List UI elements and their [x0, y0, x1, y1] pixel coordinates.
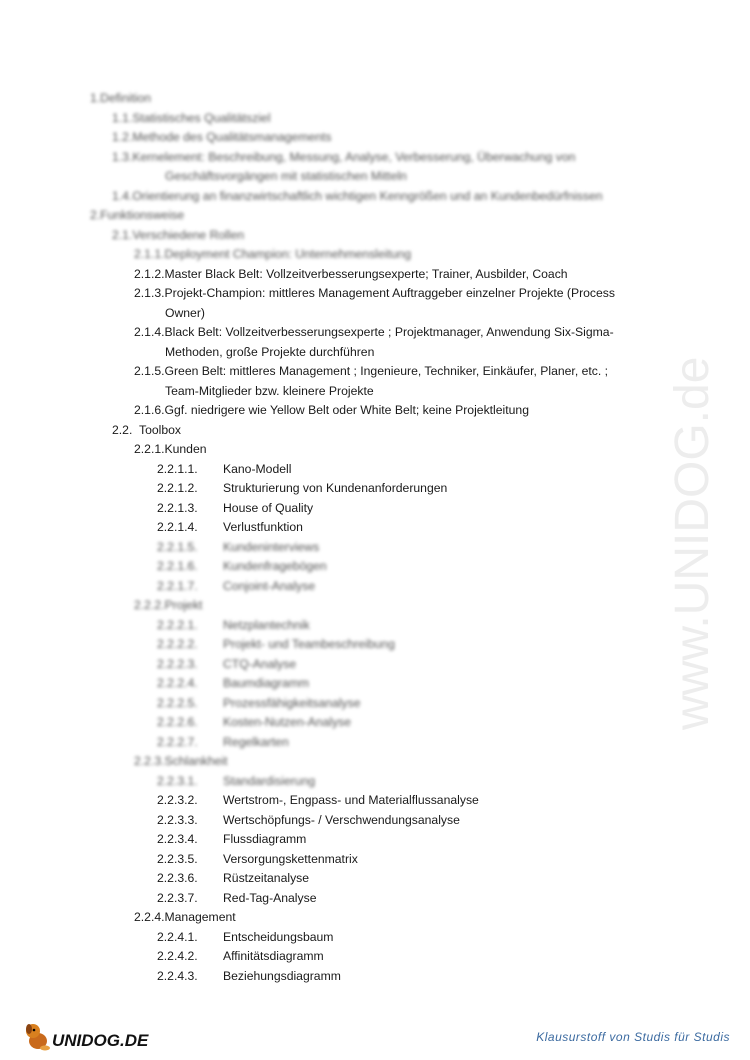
- blurred-outline-item: [157, 773, 315, 789]
- outline-text: Orientierung an finanzwirtschaftlich wichtigen Kenngrößen und an Kundenbedürfnissen: [132, 188, 603, 203]
- outline-text: Definition: [100, 91, 151, 105]
- schlankheit-item: [157, 851, 358, 867]
- section-toolbox: [112, 422, 181, 438]
- outline-text: Kunden: [164, 442, 207, 456]
- watermark-text: www.UNIDOG.de: [666, 356, 719, 730]
- role-item: [165, 305, 205, 321]
- management-item: [157, 948, 324, 964]
- kunden-item: [157, 519, 303, 535]
- outline-number: 2.1.: [112, 227, 133, 242]
- outline-text: Flussdiagramm: [223, 832, 307, 846]
- kunden-item: [157, 480, 447, 496]
- role-item: [165, 383, 374, 399]
- section-kunden: [134, 441, 207, 457]
- outline-text: Wertschöpfungs- / Verschwendungsanalyse: [223, 812, 460, 827]
- outline-text: Kosten-Nutzen-Analyse: [223, 715, 352, 729]
- outline-text: Toolbox: [139, 422, 182, 437]
- role-item: [134, 363, 608, 379]
- outline-number: 2.2.3.7.: [157, 890, 198, 905]
- outline-text: Verschiedene Rollen: [132, 227, 245, 242]
- outline-text: Versorgungskettenmatrix: [223, 851, 358, 866]
- outline-number: 2.2.3.5.: [157, 851, 198, 866]
- outline-text: Standardisierung: [223, 773, 316, 788]
- outline-number: 2.2.2.2.: [157, 637, 198, 651]
- role-item: [134, 402, 529, 418]
- blurred-outline-item: [157, 714, 351, 730]
- outline-text: Projekt- und Teambeschreibung: [223, 637, 395, 651]
- outline-text: Management: [164, 910, 236, 924]
- kunden-item: [157, 461, 291, 477]
- blurred-outline-item: [157, 675, 309, 691]
- blurred-outline-item: [90, 207, 184, 223]
- outline-number: 1.: [90, 91, 101, 105]
- blurred-outline-item: [157, 578, 315, 594]
- outline-text: Strukturierung von Kundenanforderungen: [223, 481, 448, 495]
- outline-text: House of Quality: [223, 500, 314, 515]
- blurred-outline-item: [157, 558, 327, 574]
- outline-text: Rüstzeitanalyse: [223, 871, 310, 885]
- outline-text: Team-Mitglieder bzw. kleinere Projekte: [165, 383, 374, 398]
- blurred-outline-item: [157, 734, 289, 750]
- watermark: [658, 290, 728, 730]
- role-item: [134, 324, 614, 340]
- blurred-outline-item: [134, 246, 411, 262]
- outline-number: 2.2.3.: [134, 754, 165, 768]
- outline-text: Kernelement: Beschreibung, Messung, Analyse, Verbesserung, Überwachung von: [132, 149, 576, 164]
- blurred-outline-item: [90, 90, 151, 106]
- outline-text: Netzplantechnik: [223, 617, 310, 632]
- outline-text: CTQ-Analyse: [223, 656, 297, 671]
- outline-number: 2.2.2.3.: [157, 656, 198, 671]
- role-item: [165, 344, 374, 360]
- blurred-outline-item: [157, 539, 319, 555]
- outline-number: 2.2.2.1.: [157, 617, 198, 632]
- schlankheit-item: [157, 812, 460, 828]
- blurred-outline-item: [157, 695, 361, 711]
- outline-number: 2.2.4.: [134, 910, 165, 924]
- outline-text: Master Black Belt: Vollzeitverbesserungsexperte; Trainer, Ausbilder, Coach: [164, 266, 568, 281]
- outline-number: 1.1.: [112, 110, 133, 125]
- outline-number: 2.2.1.4.: [157, 520, 198, 534]
- blurred-outline-item: [112, 110, 271, 126]
- outline-number: 2.2.1.6.: [157, 559, 198, 573]
- blurred-outline-item: [112, 149, 575, 165]
- outline-text: Schlankheit: [164, 754, 228, 768]
- outline-text: Funktionsweise: [100, 208, 185, 222]
- schlankheit-item: [157, 870, 309, 886]
- outline-number: 2.2.2.5.: [157, 695, 198, 710]
- role-item: [134, 266, 568, 282]
- outline-number: 2.2.1.5.: [157, 539, 198, 554]
- logo-text: UNIDOG.DE: [52, 1031, 149, 1050]
- outline-number: 2.2.2.: [134, 598, 165, 612]
- outline-text: Red-Tag-Analyse: [223, 890, 317, 905]
- outline-number: 2.2.2.4.: [157, 676, 198, 690]
- management-item: [157, 929, 333, 945]
- outline-text: Geschäftsvorgängen mit statistischen Mitteln: [165, 169, 407, 183]
- outline-number: 2.2.3.6.: [157, 871, 198, 885]
- outline-number: 2.: [90, 208, 101, 222]
- footer-tagline: Klausurstoff von Studis für Studis: [536, 1030, 730, 1044]
- outline-number: 2.1.6.: [134, 403, 165, 417]
- blurred-outline-item: [157, 617, 310, 633]
- blurred-outline-item: [134, 753, 228, 769]
- outline-text: Verlustfunktion: [223, 520, 303, 534]
- outline-number: 2.1.3.: [134, 286, 165, 300]
- outline-text: Kundenfragebögen: [223, 559, 327, 573]
- outline-number: 2.2.3.2.: [157, 793, 198, 807]
- blurred-outline-item: [112, 188, 603, 204]
- outline-text: Regelkarten: [223, 734, 289, 749]
- outline-text: Owner): [165, 305, 205, 320]
- outline-number: 2.2.1.2.: [157, 481, 198, 495]
- outline-number: 1.3.: [112, 149, 133, 164]
- schlankheit-item: [157, 792, 479, 808]
- schlankheit-item: [157, 831, 306, 847]
- outline-number: 2.2.2.6.: [157, 715, 198, 729]
- outline-text: Conjoint-Analyse: [223, 578, 316, 593]
- outline-number: 2.2.1.3.: [157, 500, 198, 515]
- outline-text: Beziehungsdiagramm: [223, 968, 341, 983]
- outline-number: 2.2.3.4.: [157, 832, 198, 846]
- outline-number: 2.2.4.2.: [157, 949, 198, 963]
- outline-number: 2.2.2.7.: [157, 734, 198, 749]
- outline-text: Deployment Champion: Unternehmensleitung: [164, 247, 412, 261]
- outline-text: Baumdiagramm: [223, 676, 310, 690]
- blurred-outline-item: [165, 168, 407, 184]
- outline-text: Wertstrom-, Engpass- und Materialflussanalyse: [223, 793, 479, 807]
- outline-number: 2.1.2.: [134, 266, 165, 281]
- unidog-logo: [24, 1015, 154, 1055]
- outline-number: 2.2.3.3.: [157, 812, 198, 827]
- outline-text: Black Belt: Vollzeitverbesserungsexperte ; Projektmanager, Anwendung Six-Sigma-: [164, 325, 614, 339]
- outline-number: 2.2.1.7.: [157, 578, 198, 593]
- blurred-outline-item: [112, 227, 244, 243]
- outline-text: Kundeninterviews: [223, 539, 320, 554]
- outline-number: 2.1.4.: [134, 325, 165, 339]
- outline-number: 2.2.1.: [134, 442, 165, 456]
- outline-text: Kano-Modell: [223, 461, 292, 476]
- outline-text: Projekt: [164, 598, 203, 612]
- role-item: [134, 285, 615, 301]
- kunden-item: [157, 500, 313, 516]
- outline-text: Affinitätsdiagramm: [223, 949, 324, 963]
- outline-text: Methoden, große Projekte durchführen: [165, 344, 375, 359]
- outline-number: 2.2.1.1.: [157, 461, 198, 476]
- blurred-outline-item: [157, 656, 296, 672]
- outline-number: 2.1.1.: [134, 247, 165, 261]
- outline-text: Entscheidungsbaum: [223, 929, 334, 944]
- outline-number: 2.2.3.1.: [157, 773, 198, 788]
- section-management: [134, 909, 236, 925]
- outline-text: Methode des Qualitätsmanagements: [132, 130, 332, 144]
- outline-text: Projekt-Champion: mittleres Management Auftraggeber einzelner Projekte (Process: [164, 286, 615, 300]
- outline-number: 2.2.4.1.: [157, 929, 198, 944]
- blurred-outline-item: [157, 636, 395, 652]
- blurred-outline-item: [112, 129, 332, 145]
- outline-text: Prozessfähigkeitsanalyse: [223, 695, 361, 710]
- management-item: [157, 968, 341, 984]
- outline-number: 2.2.: [112, 422, 133, 437]
- blurred-outline-item: [134, 597, 202, 613]
- outline-text: Green Belt: mittleres Management ; Ingenieure, Techniker, Einkäufer, Planer, etc. ;: [164, 364, 609, 378]
- outline-number: 2.1.5.: [134, 364, 165, 378]
- outline-number: 2.2.4.3.: [157, 968, 198, 983]
- schlankheit-item: [157, 890, 316, 906]
- outline-number: 1.4.: [112, 188, 133, 203]
- outline-number: 1.2.: [112, 130, 133, 144]
- outline-text: Ggf. niedrigere wie Yellow Belt oder White Belt; keine Projektleitung: [164, 403, 529, 417]
- outline-text: Statistisches Qualitätsziel: [132, 110, 271, 125]
